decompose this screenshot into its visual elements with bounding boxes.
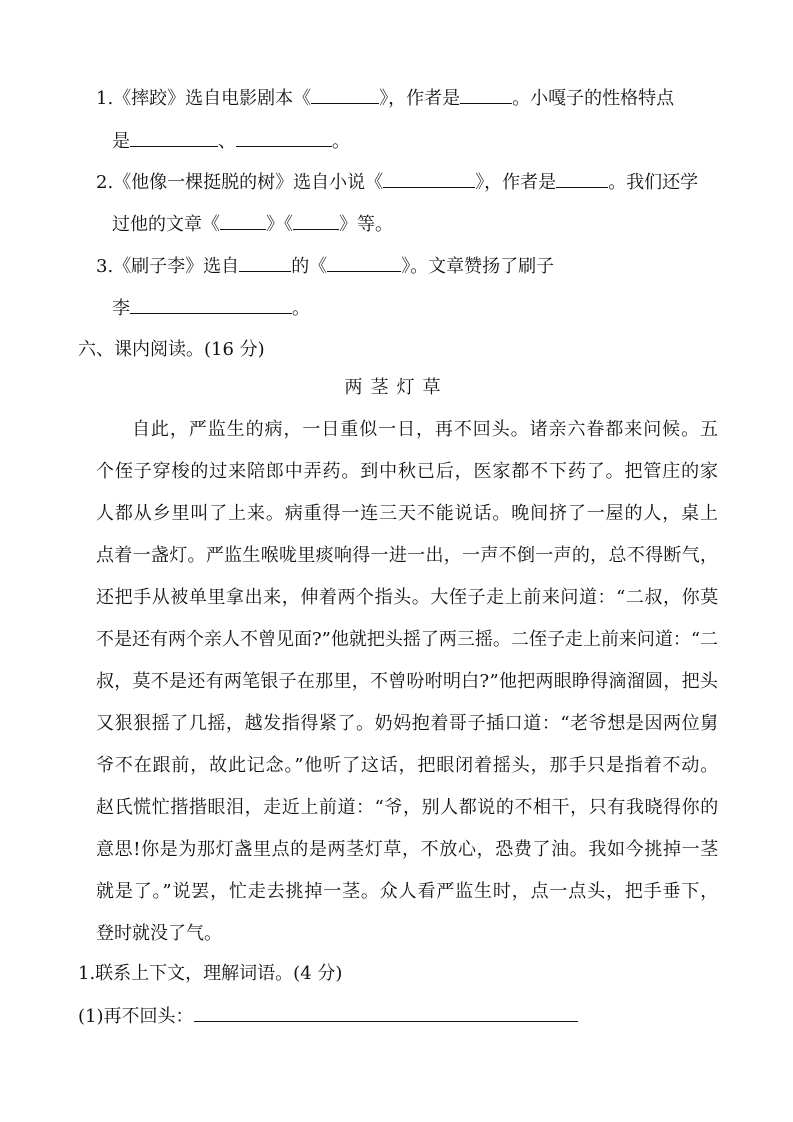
passage-line: 就是了。”说罢，忙走去挑掉一茎。众人看严监生时，点一点头，把手垂下， [96, 881, 720, 902]
passage-line: 意思!你是为那灯盏里点的是两茎灯草，不放心，恐费了油。我如今挑掉一茎 [96, 839, 719, 860]
passage-line: 点着一盏灯。严监生喉咙里痰响得一进一出，一声不倒一声的，总不得断气， [96, 545, 719, 566]
question-text: 过他的文章《 [112, 214, 220, 235]
passage-line: 爷不在跟前，故此记念。”他听了这话，把眼闭着摇头，那手只是指着不动。 [96, 755, 720, 776]
answer-blank[interactable] [239, 253, 291, 272]
passage-line: 还把手从被单里拿出来，伸着两个指头。大侄子走上前来问道：“二叔，你莫 [96, 587, 719, 608]
answer-blank[interactable] [194, 1003, 578, 1022]
passage-line: 不是还有两个亲人不曾见面?”他就把头摇了两三摇。二侄子走上前来问道：“二 [96, 629, 719, 650]
subquestion-heading: 1.联系上下文，理解词语。(4 分) [78, 963, 343, 984]
answer-blank[interactable] [130, 128, 218, 147]
question-text: 。我们还学 [608, 172, 699, 193]
question-number: 1. [96, 88, 114, 109]
question-text: 是 [112, 131, 130, 152]
answer-blank[interactable] [556, 169, 608, 188]
question-number: 2. [96, 172, 114, 193]
answer-blank[interactable] [460, 85, 512, 104]
subquestion-item-1 [78, 1003, 578, 1029]
answer-blank[interactable] [383, 169, 475, 188]
passage-title-text: 两茎灯草 [344, 377, 449, 398]
passage-line: 自此，严监生的病，一日重似一日，再不回头。诸亲六眷都来问候。五 [132, 419, 719, 440]
question-number: 3. [96, 256, 114, 277]
question-3-line-1 [96, 253, 554, 279]
question-3-line-2 [112, 295, 310, 321]
passage-title [0, 375, 793, 401]
question-text: 《摔跤》选自电影剧本《 [113, 88, 312, 109]
passage-line: 人都从乡里叫了上来。病重得一连三天不能说话。晚间挤了一屋的人，桌上 [96, 503, 719, 524]
passage-line: 个侄子穿梭的过来陪郎中弄药。到中秋已后，医家都不下药了。把管庄的家 [96, 461, 719, 482]
question-text: 李 [112, 298, 130, 319]
question-2-line-1 [96, 169, 698, 195]
question-1-line-1 [96, 85, 674, 111]
question-text: 。 [332, 131, 350, 152]
question-text: 《他像一棵挺脱的树》选自小说《 [113, 172, 384, 193]
question-text: 《刷子李》选自 [113, 256, 240, 277]
question-1-line-2 [112, 128, 350, 154]
question-text: 》等。 [339, 214, 393, 235]
answer-blank[interactable] [293, 211, 339, 230]
question-text: 》《 [266, 214, 293, 235]
question-text: 》。文章赞扬了刷子 [401, 256, 555, 277]
answer-blank[interactable] [130, 295, 292, 314]
question-text: 。 [292, 298, 310, 319]
passage-line: 赵氏慌忙揩揩眼泪，走近上前道：“爷，别人都说的不相干，只有我晓得你的 [96, 797, 719, 818]
passage-line: 又狠狠摇了几摇，越发指得紧了。奶妈抱着哥子插口道：“老爷想是因两位舅 [96, 713, 719, 734]
question-text: 、 [218, 131, 236, 152]
question-2-line-2 [112, 211, 393, 237]
answer-blank[interactable] [327, 253, 401, 272]
question-text: 》，作者是 [379, 88, 461, 109]
subquestion-label: (1)再不回头： [78, 1006, 194, 1027]
answer-blank[interactable] [220, 211, 266, 230]
passage-line: 叔，莫不是还有两笔银子在那里，不曾吩咐明白?”他把两眼睁得滴溜圆，把头 [96, 671, 719, 692]
question-text: 。小嘎子的性格特点 [512, 88, 675, 109]
passage-line: 登时就没了气。 [96, 923, 222, 944]
answer-blank[interactable] [236, 128, 332, 147]
question-text: 》，作者是 [475, 172, 557, 193]
question-text: 的《 [291, 256, 328, 277]
answer-blank[interactable] [311, 85, 379, 104]
section-heading: 六、课内阅读。(16 分) [78, 339, 265, 360]
